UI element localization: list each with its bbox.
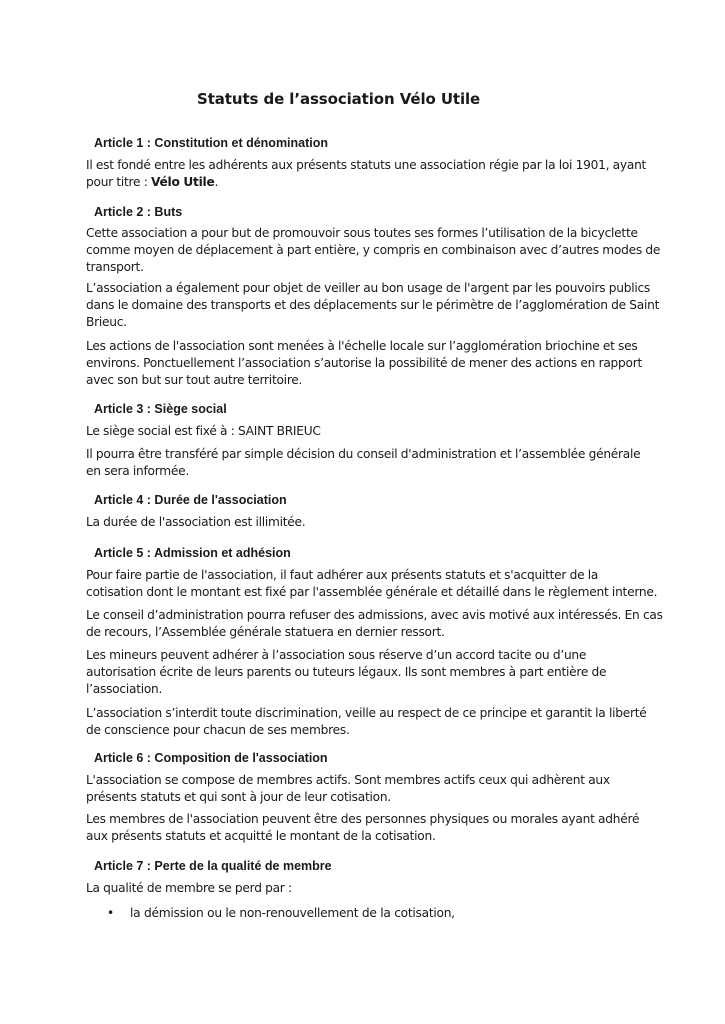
- article-3-heading: Article 3 : Siège social: [94, 402, 227, 416]
- text-line: La qualité de membre se perd par :: [86, 881, 292, 895]
- article-6-heading: Article 6 : Composition de l'association: [94, 751, 328, 765]
- text-line: cotisation dont le montant est fixé par l'assemblée générale et détaillé dans le règlement interne.: [86, 585, 658, 599]
- article-4-heading: Article 4 : Durée de l'association: [94, 493, 287, 507]
- bullet-icon: •: [107, 906, 114, 920]
- text-line: comme moyen de déplacement à part entière, y compris en combinaison avec d’autres modes de: [86, 243, 661, 257]
- article-5-paragraph-1: [86, 567, 658, 601]
- text-line: environs. Ponctuellement l’association s’autorise la possibilité de mener des actions en rapport: [86, 356, 643, 370]
- text-line: Pour faire partie de l'association, il faut adhérer aux présents statuts et s'acquitter de la: [86, 568, 599, 582]
- text-line: aux présents statuts et acquitté le montant de la cotisation.: [86, 829, 436, 843]
- text-line: Le siège social est fixé à : SAINT BRIEUC: [86, 424, 321, 438]
- text-line: La durée de l'association est illimitée.: [86, 515, 306, 529]
- text-fragment: .: [214, 175, 219, 189]
- list-item-text: la démission ou le non-renouvellement de la cotisation,: [130, 906, 455, 920]
- text-line: dans le domaine des transports et des déplacements sur le périmètre de l’agglomération de Saint: [86, 298, 660, 312]
- article-1-heading: Article 1 : Constitution et dénomination: [94, 136, 329, 150]
- text-line: Cette association a pour but de promouvoir sous toutes ses formes l’utilisation de la bicyclette: [86, 226, 638, 240]
- article-6-paragraph-1: [86, 772, 646, 806]
- article-5-paragraph-3: [86, 647, 646, 698]
- text-line: autorisation écrite de leurs parents ou tuteurs légaux. Ils sont membres à part entière de: [86, 665, 607, 679]
- article-6-paragraph-2: [86, 811, 646, 845]
- article-7-paragraph-1: [86, 880, 646, 897]
- text-line: L’association a également pour objet de veiller au bon usage de l'argent par les pouvoirs publics: [86, 281, 651, 295]
- text-line: en sera informée.: [86, 464, 190, 478]
- article-2-paragraph-2: [86, 280, 660, 331]
- text-line: l’association.: [86, 682, 163, 696]
- text-line: de conscience pour chacun de ses membres.: [86, 723, 350, 737]
- article-7-heading: Article 7 : Perte de la qualité de membre: [94, 859, 332, 873]
- text-line: avec son but sur tout autre territoire.: [86, 373, 303, 387]
- article-5-heading: Article 5 : Admission et adhésion: [94, 546, 291, 560]
- article-3-paragraph-1: [86, 423, 646, 440]
- text-line: Le conseil d’administration pourra refuser des admissions, avec avis motivé aux intéressés. En cas: [86, 608, 663, 622]
- text-line: présents statuts et qui sont à jour de leur cotisation.: [86, 790, 391, 804]
- article-2-paragraph-1: [86, 225, 661, 276]
- text-line: [86, 174, 646, 191]
- text-line: Brieuc.: [86, 315, 127, 329]
- text-line: de recours, l’Assemblée générale statuera en dernier ressort.: [86, 625, 445, 639]
- text-line: Les mineurs peuvent adhérer à l’association sous réserve d’un accord tacite ou d’une: [86, 648, 587, 662]
- text-line: Il est fondé entre les adhérents aux présents statuts une association régie par la loi 1901, ayant: [86, 158, 647, 172]
- article-3-paragraph-2: [86, 446, 646, 480]
- document-title: Statuts de l’association Vélo Utile: [197, 90, 481, 108]
- article-5-paragraph-4: [86, 705, 646, 739]
- article-2-paragraph-3: [86, 338, 646, 389]
- text-line: transport.: [86, 260, 144, 274]
- text-line: Il pourra être transféré par simple décision du conseil d'administration et l’assemblée générale: [86, 447, 641, 461]
- article-5-paragraph-2: [86, 607, 663, 641]
- article-4-paragraph-1: [86, 514, 646, 531]
- text-line: Les actions de l'association sont menées à l'échelle locale sur l’agglomération briochine et ses: [86, 339, 638, 353]
- article-1-paragraph-1: [86, 157, 646, 191]
- text-fragment: pour titre :: [86, 175, 151, 189]
- article-2-heading: Article 2 : Buts: [94, 205, 183, 219]
- association-name: Vélo Utile: [151, 175, 215, 189]
- text-line: L'association se compose de membres actifs. Sont membres actifs ceux qui adhèrent aux: [86, 773, 610, 787]
- text-line: Les membres de l'association peuvent être des personnes physiques ou morales ayant adhéré: [86, 812, 640, 826]
- text-line: L’association s’interdit toute discrimination, veille au respect de ce principe et garantit la liberté: [86, 706, 647, 720]
